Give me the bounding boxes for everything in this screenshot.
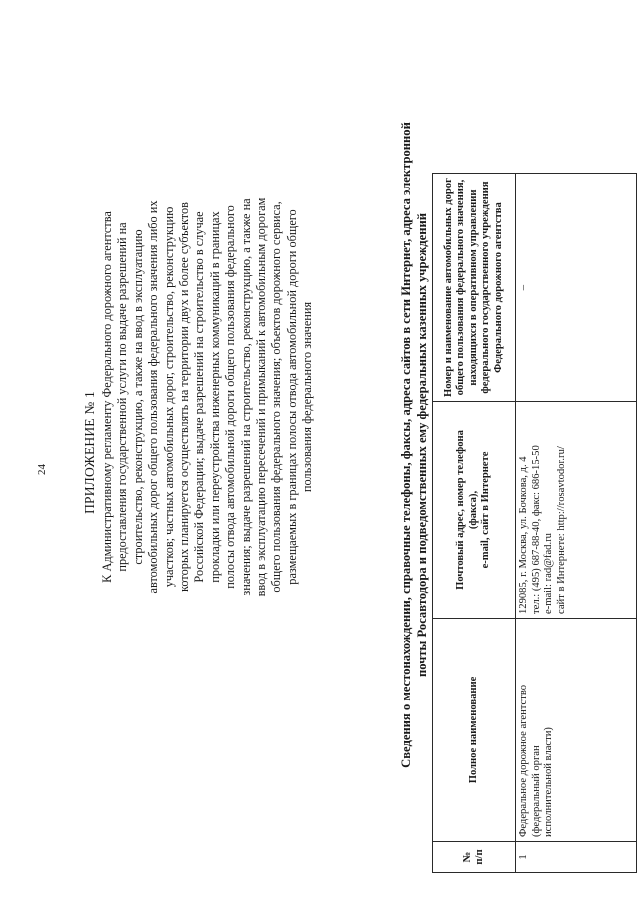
cell-name-line: (федеральный орган [530, 745, 542, 837]
cell-contacts-line: тел.: (495) 687-88-40, факс: 686-15-50 [530, 445, 542, 614]
cell-roads: – [516, 174, 637, 402]
appendix-line: значения; выдаче разрешений на строительство, реконструкцию, а также на [238, 198, 253, 596]
cell-contacts-line: 129085, г. Москва, ул. Бочкова, д. 4 [518, 456, 529, 614]
appendix-line: пользования федерального значения [300, 301, 315, 493]
appendix-title: ПРИЛОЖЕНИЕ № 1 [82, 391, 97, 514]
table-row [516, 174, 637, 873]
cell-full-name [516, 619, 637, 842]
cell-name-line: Федеральное дорожное агентство [518, 684, 529, 837]
header-roads [433, 174, 516, 402]
cell-contacts-line: сайт в Интернете: http://rosavtodor.ru/ [555, 446, 567, 614]
header-roads-line: находящихся в оперативном управлении [467, 189, 479, 386]
appendix-line: полосы отвода автомобильной дороги общего пользования федерального [223, 205, 238, 589]
appendix-line: общего пользования федерального значения; объектов дорожного сервиса, [269, 201, 284, 593]
table-title [398, 45, 430, 845]
appendix-line: участков; частных автомобильных дорог, строительство, реконструкцию [161, 206, 176, 588]
header-roads-line: федерального государственного учреждения [480, 181, 492, 394]
header-contacts-line: Почтовый адрес, номер телефона [455, 430, 467, 590]
table-header-row [433, 174, 516, 873]
header-contacts [433, 402, 516, 619]
appendix-line: строительство, реконструкцию, а также на ввод в эксплуатацию [130, 229, 145, 565]
cell-contacts-line: e-mail: rad@fad.ru [543, 533, 554, 614]
appendix-line: автомобильных дорог общего пользования федерального значения либо их [146, 200, 161, 594]
header-number: № п/п [433, 842, 516, 873]
appendix-line: К Административному регламенту Федерального дорожного агентства [100, 211, 114, 583]
appendix-line: ввод в эксплуатацию пересечений и примыканий к автомобильным дорогам [254, 197, 269, 597]
appendix-line: предоставления государственной услуги по выдаче разрешений на [115, 222, 130, 572]
header-roads-line: Номер и наименование автомобильных дорог [442, 178, 454, 397]
appendix-line: которых планируется осуществлять на территории двух и более субъектов [177, 202, 192, 592]
page-number: 24 [36, 464, 48, 475]
header-contacts-line: (факса), [467, 490, 479, 530]
appendix-line: прокладки или переустройства инженерных коммуникаций в границах [207, 211, 222, 583]
header-roads-line: Федерального дорожного агентства [492, 202, 504, 373]
table-title-line: почты Росавтодора и подведомственных ему федеральных казенных учреждений [415, 213, 429, 677]
cell-name-line: исполнительной власти) [543, 727, 554, 837]
contacts-table [432, 173, 637, 873]
header-roads-line: общего пользования федерального значения, [455, 179, 467, 396]
table-title-line: Сведения о местонахождении, справочные телефоны, факсы, адреса сайтов в сети Интернет, адреса электронной [399, 122, 413, 768]
header-full-name: Полное наименование [433, 619, 516, 842]
header-contacts-line: e-mail, сайт в Интернете [480, 451, 492, 569]
cell-number: 1 [516, 842, 637, 873]
appendix-description [100, 67, 316, 727]
cell-contacts [516, 402, 637, 619]
appendix-line: размещаемых в границах полосы отвода автомобильной дороги общего [284, 209, 299, 585]
appendix-line: Российской Федерации; выдаче разрешений на строительство в случае [192, 211, 207, 583]
